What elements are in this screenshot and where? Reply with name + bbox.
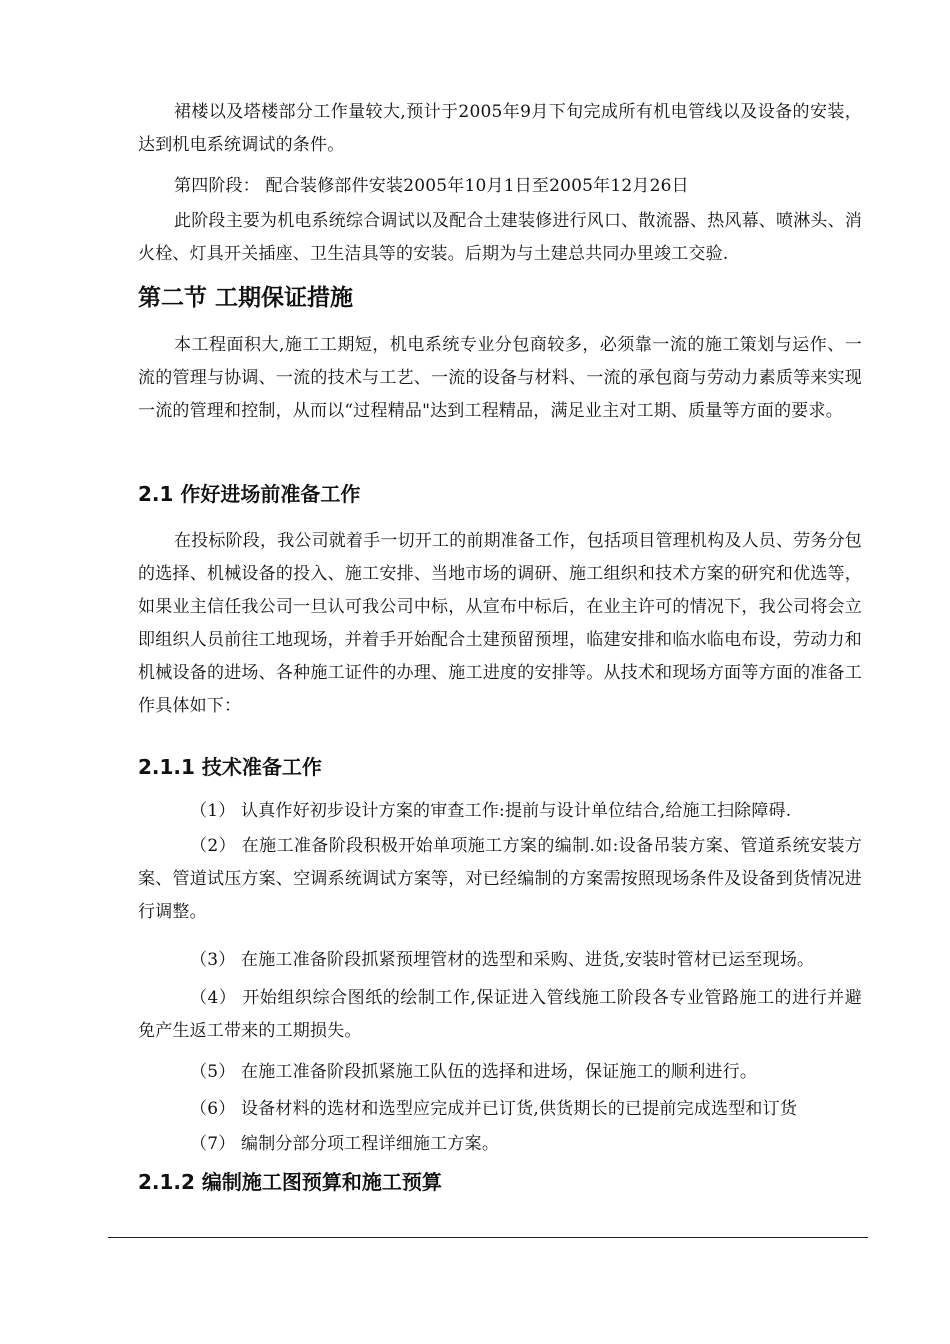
list-item-4: （4） 开始组织综合图纸的绘制工作,保证进入管线施工阶段各专业管路施工的进行并避免产生返工带来的工期损失。	[138, 988, 862, 1041]
footer-divider	[108, 1237, 868, 1238]
paragraph-2-1: 在投标阶段，我公司就着手一切开工的前期准备工作，包括项目管理机构及人员、劳务分包的选择、机械设备的投入、施工安排、当地市场的调研、施工组织和技术方案的研究和优选等，如果业主信任我公司一旦认可我公司中标，从宣布中标后，在业主许可的情况下，我公司将会立即组织人员前往工地现场，并着手开始配合土建预留预埋，临建安排和临水临电布设，劳动力和机械设备的进场、各种施工证件的办理、施工进度的安排等。从技术和现场方面等方面的准备工作具体如下：	[138, 531, 862, 716]
paragraph-section-intro: 本工程面积大,施工工期短，机电系统专业分包商较多，必须靠一流的施工策划与运作、一流的管理与协调、一流的技术与工艺、一流的设备与材料、一流的承包商与劳动力素质等来实现一流的管理和控制，从而以“过程精品"达到工程精品，满足业主对工期、质量等方面的要求。	[138, 335, 862, 421]
list-item-7: （7） 编制分部分项工程详细施工方案。	[190, 1134, 500, 1154]
list-item-3: （3） 在施工准备阶段抓紧预埋管材的选型和采购、进货,安装时管材已运至现场。	[190, 950, 815, 970]
paragraph-intro: 裙楼以及塔楼部分工作量较大,预计于2005年9月下旬完成所有机电管线以及设备的安装，达到机电系统调试的条件。	[138, 102, 862, 155]
paragraph-stage-four-detail: 此阶段主要为机电系统综合调试以及配合土建装修进行风口、散流器、热风幕、喷淋头、消火栓、灯具开关插座、卫生洁具等的安装。后期为与土建总共同办里竣工交验.	[138, 211, 862, 264]
heading-2-1-1: 2.1.1 技术准备工作	[138, 755, 322, 779]
list-item-2: （2） 在施工准备阶段积极开始单项施工方案的编制.如:设备吊装方案、管道系统安装方案、管道试压方案、空调系统调试方案等，对已经编制的方案需按照现场条件及设备到货情况进行调整。	[138, 836, 862, 922]
paragraph-stage-four: 第四阶段： 配合装修部件安装2005年10月1日至2005年12月26日	[174, 176, 689, 196]
list-item-6: （6） 设备材料的选材和选型应完成并已订货,供货期长的已提前完成选型和订货	[190, 1099, 798, 1119]
list-item-1: （1） 认真作好初步设计方案的审查工作:提前与设计单位结合,给施工扫除障碍.	[190, 801, 792, 821]
list-item-5: （5） 在施工准备阶段抓紧施工队伍的选择和进场，保证施工的顺利进行。	[190, 1062, 758, 1082]
heading-2-1-2: 2.1.2 编制施工图预算和施工预算	[138, 1170, 442, 1194]
section-title: 第二节 工期保证措施	[138, 285, 354, 311]
heading-2-1: 2.1 作好进场前准备工作	[138, 482, 361, 506]
